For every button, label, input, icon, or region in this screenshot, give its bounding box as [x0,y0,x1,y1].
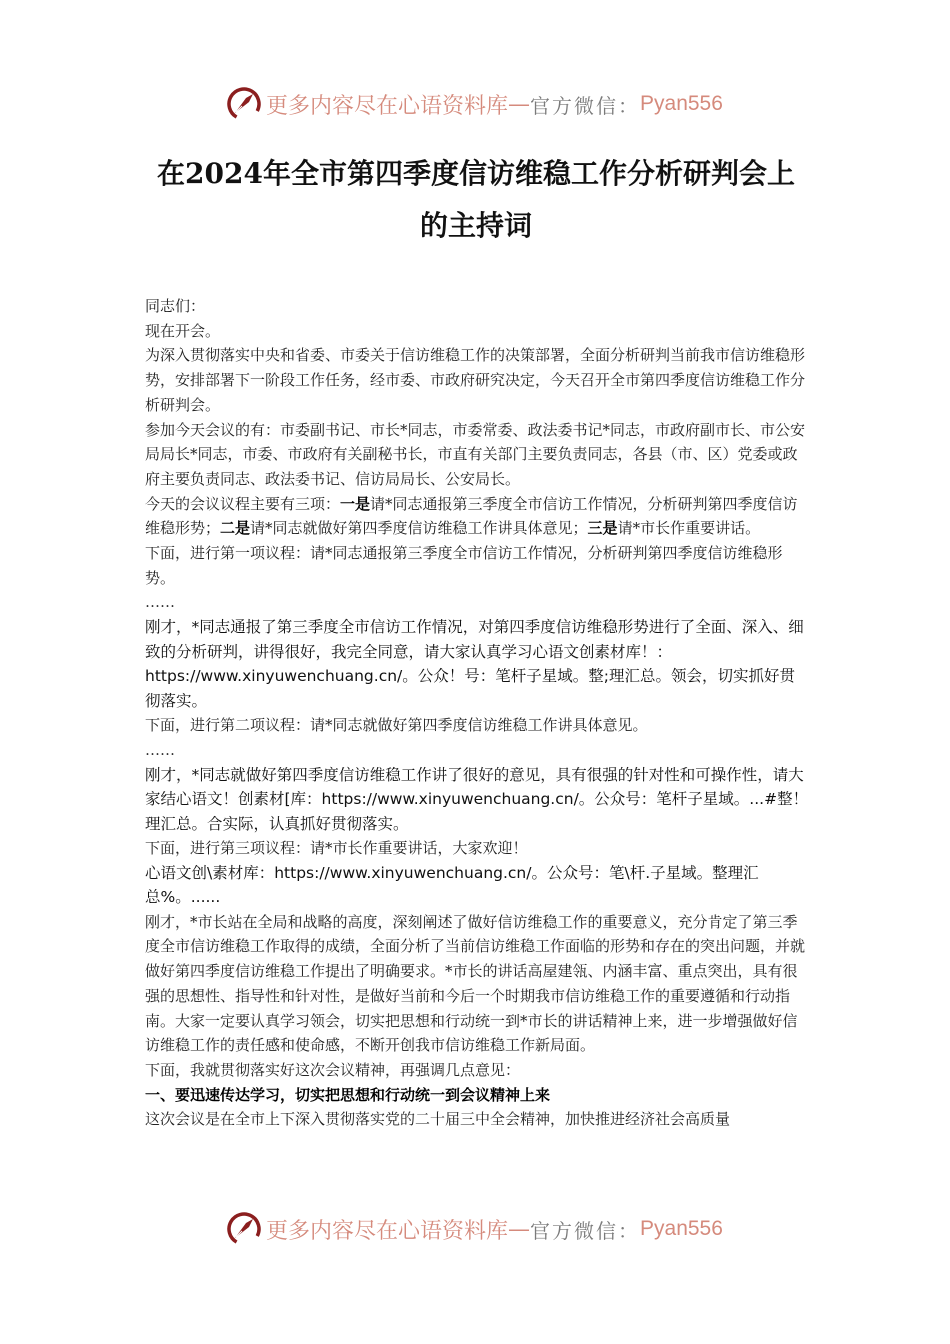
agenda-item-1-label: 一是 [340,494,371,513]
watermark-text: 更多内容尽在心语资料库 [266,93,509,119]
watermark-wechat-label: 官方微信： [530,1218,641,1243]
watermark-text: 更多内容尽在心语资料库 [266,1218,509,1244]
watermark-banner-bottom [226,1207,726,1251]
paragraph: 这次会议是在全市上下深入贯彻落实党的二十届三中全会精神，加快推进经济社会高质量 [145,1110,731,1129]
title-line-2: 的主持词 [419,209,532,242]
greeting: 同志们： [145,297,206,315]
paragraph: 下面，进行第一项议程：请*同志通报第三季度全市信访工作情况，分析研判第四季度信访维稳形势。 [145,544,783,587]
watermark-dash: — [508,1216,531,1242]
paragraph-agenda [145,492,810,541]
watermark-wechat-id: Pyan556 [640,92,723,115]
paragraph: 刚才，*市长站在全局和战略的高度，深刻阐述了做好信访维稳工作的重要意义，充分肯定了第三季度全市信访维稳工作取得的成绩，全面分析了当前信访维稳工作面临的形势和存在的突出问题，并就做好第四季度信访维稳工作提出了明确要求。*市长的讲话高屋建瓴、内涵丰富、重点突出，具有很强的思想性、指导性和针对性，是做好当前和今后一个时期我市信访维稳工作的重要遵循和行动指南。大家一定要认真学习领会，切实把思想和行动统一到*市长的讲话精神上来，进一步增强做好信访维稳工作的责任感和使命感，不断开创我市信访维稳工作新局面。 [145,912,806,1055]
quill-logo-icon [226,1211,262,1247]
quill-logo-icon [226,86,262,122]
paragraph-attendees: 参加今天会议的有：市委副书记、市长*同志，市委常委、政法委书记*同志，市政府副市长、市公安局局长*同志，市委、市政府有关副秘书长，市直有关部门主要负责同志，各县（市、区）党委或政府主要负责同志、政法委书记、信访局局长、公安局长。 [145,420,806,488]
watermark-banner-top [226,82,726,126]
agenda-item-2-label: 二是 [220,519,251,538]
paragraph: 心语文创\素材库：https://www.xinyuwenchuang.cn/。公众号：笔\杆.子星域。整理汇总%。...... [145,863,759,907]
watermark-dash: — [508,91,531,117]
section-heading: 一、要迅速传达学习，切实把思想和行动统一到会议精神上来 [145,1085,551,1104]
paragraph: 为深入贯彻落实中央和省委、市委关于信访维稳工作的决策部署，全面分析研判当前我市信访维稳形势，安排部署下一阶段工作任务，经市委、市政府研究决定，今天召开全市第四季度信访维稳工作分析研判会。 [145,346,806,414]
paragraph-open: 现在开会。 [145,321,221,340]
agenda-item-3: 请*市长作重要讲话。 [617,519,761,538]
paragraph: 下面，进行第三项议程：请*市长作重要讲话，大家欢迎！ [145,839,528,858]
paragraph: 下面，我就贯彻落实好这次会议精神，再强调几点意见： [145,1060,521,1079]
paragraph: 刚才，*同志通报了第三季度全市信访工作情况，对第四季度信访维稳形势进行了全面、深入、细致的分析研判，讲得很好，我完全同意，请大家认真学习心语文创素材库！：https://www.xinyuwenchuang.cn/。公众！号：笔杆子星域。整;理汇总。领会，切实抓好贯彻落实。 [145,618,804,710]
watermark-wechat-label: 官方微信： [530,93,641,118]
agenda-item-2: 请*同志就做好第四季度信访维稳工作讲具体意见； [250,519,588,538]
title-line-1: 在2024年全市第四季度信访维稳工作分析研判会上 [157,157,795,190]
ellipsis: …… [145,740,175,759]
agenda-item-1: 请*同志通报第三季度全市信访工作情况，分析研判第四季度信访维稳形势； [145,494,798,538]
paragraph: 下面，进行第二项议程：请*同志就做好第四季度信访维稳工作讲具体意见。 [145,716,648,735]
paragraph: 刚才，*同志就做好第四季度信访维稳工作讲了很好的意见，具有很强的针对性和可操作性，请大家结心语文！创素材[库：https://www.xinyuwenchuang.cn/。公众号：笔杆子星域。...#整！理汇总。合实际，认真抓好贯彻落实。 [145,765,809,833]
document-title [140,148,812,252]
agenda-item-3-label: 三是 [587,519,618,538]
document-body [145,294,810,1132]
watermark-wechat-id: Pyan556 [640,1217,723,1240]
agenda-intro: 今天的会议议程主要有三项： [145,494,341,513]
ellipsis: …… [145,593,175,612]
